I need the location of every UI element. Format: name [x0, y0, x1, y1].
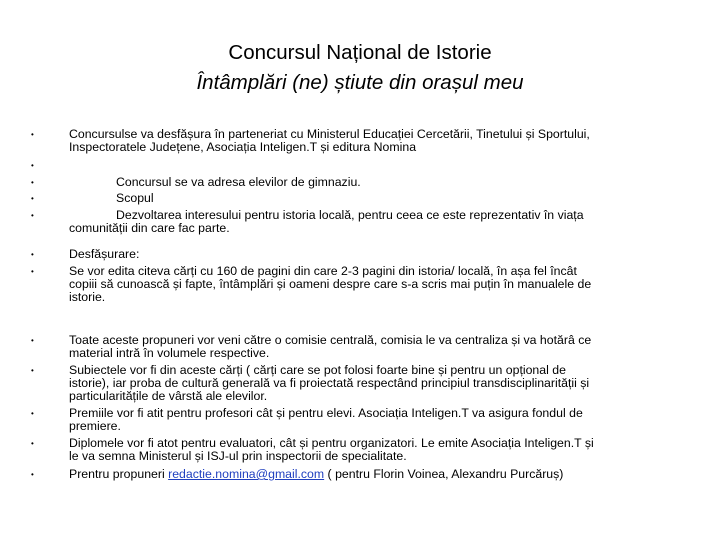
bullet-icon: •	[31, 366, 34, 375]
slide-title	[0, 38, 720, 98]
bullet-icon: •	[31, 130, 34, 139]
item1-line: istorie.	[69, 290, 106, 304]
bullet-icon: •	[31, 178, 34, 187]
scope-label: Scopul	[116, 191, 154, 205]
bullet-icon: •	[31, 161, 34, 170]
item2-line: Toate aceste propuneri vor veni către o comisie centrală, comisia le va centraliza și va hotărâ ce	[69, 333, 592, 347]
intro-target: Concursul se va adresa elevilor de gimnaziu.	[116, 175, 361, 189]
item4-line: Premiile vor fi atit pentru profesori cât și pentru elevi. Asociația Inteligen.T va asigura fondul de	[69, 406, 583, 420]
bullet-icon: •	[31, 250, 34, 259]
email-link[interactable]: redactie.nomina@gmail.com	[168, 467, 325, 481]
bullet-icon: •	[31, 194, 34, 203]
item5-line: le va semna Ministerul și ISJ-ul prin inspectorii de specialitate.	[69, 449, 407, 463]
item1-line: copiii să cunoască și fapte, întâmplări și oameni despre care s-a scris mai puțin în manualele de	[69, 277, 592, 291]
bullet-icon: •	[31, 409, 34, 418]
bullet-icon: •	[31, 470, 34, 479]
title-subtitle: Întâmplări (ne) știute din orașul meu	[196, 71, 524, 94]
bullet-icon: •	[31, 439, 34, 448]
intro-line1: Concursulse va desfășura în parteneriat cu Ministerul Educației Cercetării, Tinetului și Sportului,	[69, 127, 590, 141]
title-main: Concursul Național de Istorie	[228, 41, 492, 64]
item3-line: particularitățile de vârstă ale elevilor.	[69, 389, 268, 403]
scope-line2: comunității din care fac parte.	[69, 221, 230, 235]
item5-line: Diplomele vor fi atot pentru evaluatori, cât și pentru organizatori. Le emite Asociația Inteligen.T și	[69, 436, 594, 450]
scope-line1: Dezvoltarea interesului pentru istoria locală, pentru ceea ce este reprezentativ în viața	[116, 208, 584, 222]
item6-suffix: ( pentru Florin Voinea, Alexandru Purcăruș)	[324, 467, 564, 481]
item2-line: material intră în volumele respective.	[69, 346, 270, 360]
item4-line: premiere.	[69, 419, 121, 433]
intro-line2: Inspectoratele Județene, Asociația Inteligen.T și editura Nomina	[69, 140, 417, 154]
bullet-icon: •	[31, 211, 34, 220]
bullet-icon: •	[31, 336, 34, 345]
item3-line: istorie), iar proba de cultură generală va fi proiectată respectând principiul transdisciplinarității și	[69, 376, 590, 390]
item3-line: Subiectele vor fi din aceste cărți ( cărți care se pot folosi foarte bine și pentru un opțional de	[69, 363, 566, 377]
desfasurare-heading: Desfășurare:	[69, 247, 140, 261]
item1-line: Se vor edita citeva cărți cu 160 de pagini din care 2-3 pagini din istoria/ locală, în așa fel încât	[69, 264, 577, 278]
bullet-icon: •	[31, 267, 34, 276]
item6-line	[69, 468, 689, 481]
item6-prefix: Prentru propuneri	[69, 467, 169, 481]
